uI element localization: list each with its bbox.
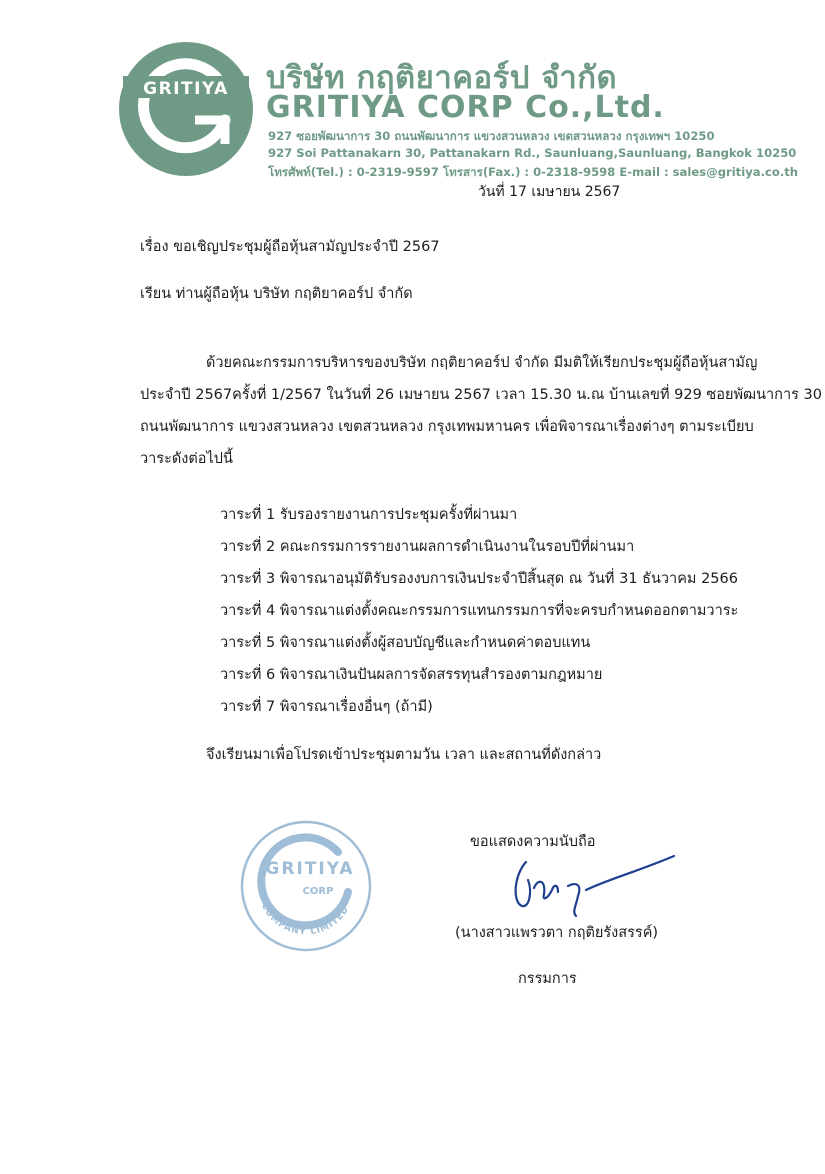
- closing-line: จึงเรียนมาเพื่อโปรดเข้าประชุมตามวัน เวลา และสถานที่ดังกล่าว: [206, 747, 602, 763]
- recipient-line: เรียน ท่านผู้ถือหุ้น บริษัท กฤติยาคอร์ป จำกัด: [140, 286, 413, 302]
- address-thai: 927 ซอยพัฒนาการ 30 ถนนพัฒนาการ แขวงสวนหลวง เขตสวนหลวง กรุงเทพฯ 10250: [268, 129, 715, 143]
- agenda-item: วาระที่ 6 พิจารณาเงินปันผลการจัดสรรทุนสำรองตามกฎหมาย: [220, 667, 603, 683]
- company-name-thai: บริษัท กฤติยาคอร์ป จำกัด: [266, 60, 618, 96]
- subject-line: เรื่อง ขอเชิญประชุมผู้ถือหุ้นสามัญประจำปี 2567: [140, 239, 440, 255]
- contact-info: โทรศัพท์(Tel.) : 0-2319-9597 โทรสาร(Fax.) : 0-2318-9598 E-mail : sales@gritiya.co.th: [268, 165, 799, 179]
- body-line: ด้วยคณะกรรมการบริหารของบริษัท กฤติยาคอร์ป จำกัด มีมติให้เรียกประชุมผู้ถือหุ้นสามัญ: [206, 355, 758, 371]
- letter-date: วันที่ 17 เมษายน 2567: [478, 184, 621, 200]
- agenda-item: วาระที่ 3 พิจารณาอนุมัติรับรองงบการเงินประจำปีสิ้นสุด ณ วันที่ 31 ธันวาคม 2566: [220, 571, 738, 587]
- stamp-text-mid: CORP: [302, 886, 334, 897]
- handwritten-signature: [506, 850, 676, 920]
- company-logo: [117, 40, 255, 178]
- agenda-item: วาระที่ 2 คณะกรรมการรายงานผลการดำเนินงานในรอบปีที่ผ่านมา: [220, 539, 635, 555]
- agenda-item: วาระที่ 7 พิจารณาเรื่องอื่นๆ (ถ้ามี): [220, 699, 433, 715]
- logo-text: GRITIYA: [143, 79, 229, 99]
- body-line: ประจำปี 2567ครั้งที่ 1/2567 ในวันที่ 26 เมษายน 2567 เวลา 15.30 น.ณ บ้านเลขที่ 929 ซอยพัฒนาการ 30: [140, 387, 822, 403]
- address-english: 927 Soi Pattanakarn 30, Pattanakarn Rd., Saunluang,Saunluang, Bangkok 10250: [268, 146, 797, 160]
- signer-name: (นางสาวแพรวตา กฤติยรังสรรค์): [455, 925, 659, 941]
- stamp-text-top: GRITIYA: [265, 859, 355, 879]
- company-stamp: [238, 818, 374, 954]
- agenda-item: วาระที่ 1 รับรองรายงานการประชุมครั้งที่ผ่านมา: [220, 507, 518, 523]
- signer-title: กรรมการ: [518, 971, 577, 987]
- regards-line: ขอแสดงความนับถือ: [470, 834, 596, 850]
- stamp-text-ring: COMPANY LIMITED: [258, 901, 352, 938]
- agenda-item: วาระที่ 5 พิจารณาแต่งตั้งผู้สอบบัญชีและกำหนดค่าตอบแทน: [220, 635, 591, 651]
- agenda-item: วาระที่ 4 พิจารณาแต่งตั้งคณะกรรมการแทนกรรมการที่จะครบกำหนดออกตามวาระ: [220, 603, 739, 619]
- company-name-english: GRITIYA CORP Co.,Ltd.: [266, 90, 665, 125]
- body-line: ถนนพัฒนาการ แขวงสวนหลวง เขตสวนหลวง กรุงเทพมหานคร เพื่อพิจารณาเรื่องต่างๆ ตามระเบียบ: [140, 419, 754, 435]
- body-line: วาระดังต่อไปนี้: [140, 451, 233, 467]
